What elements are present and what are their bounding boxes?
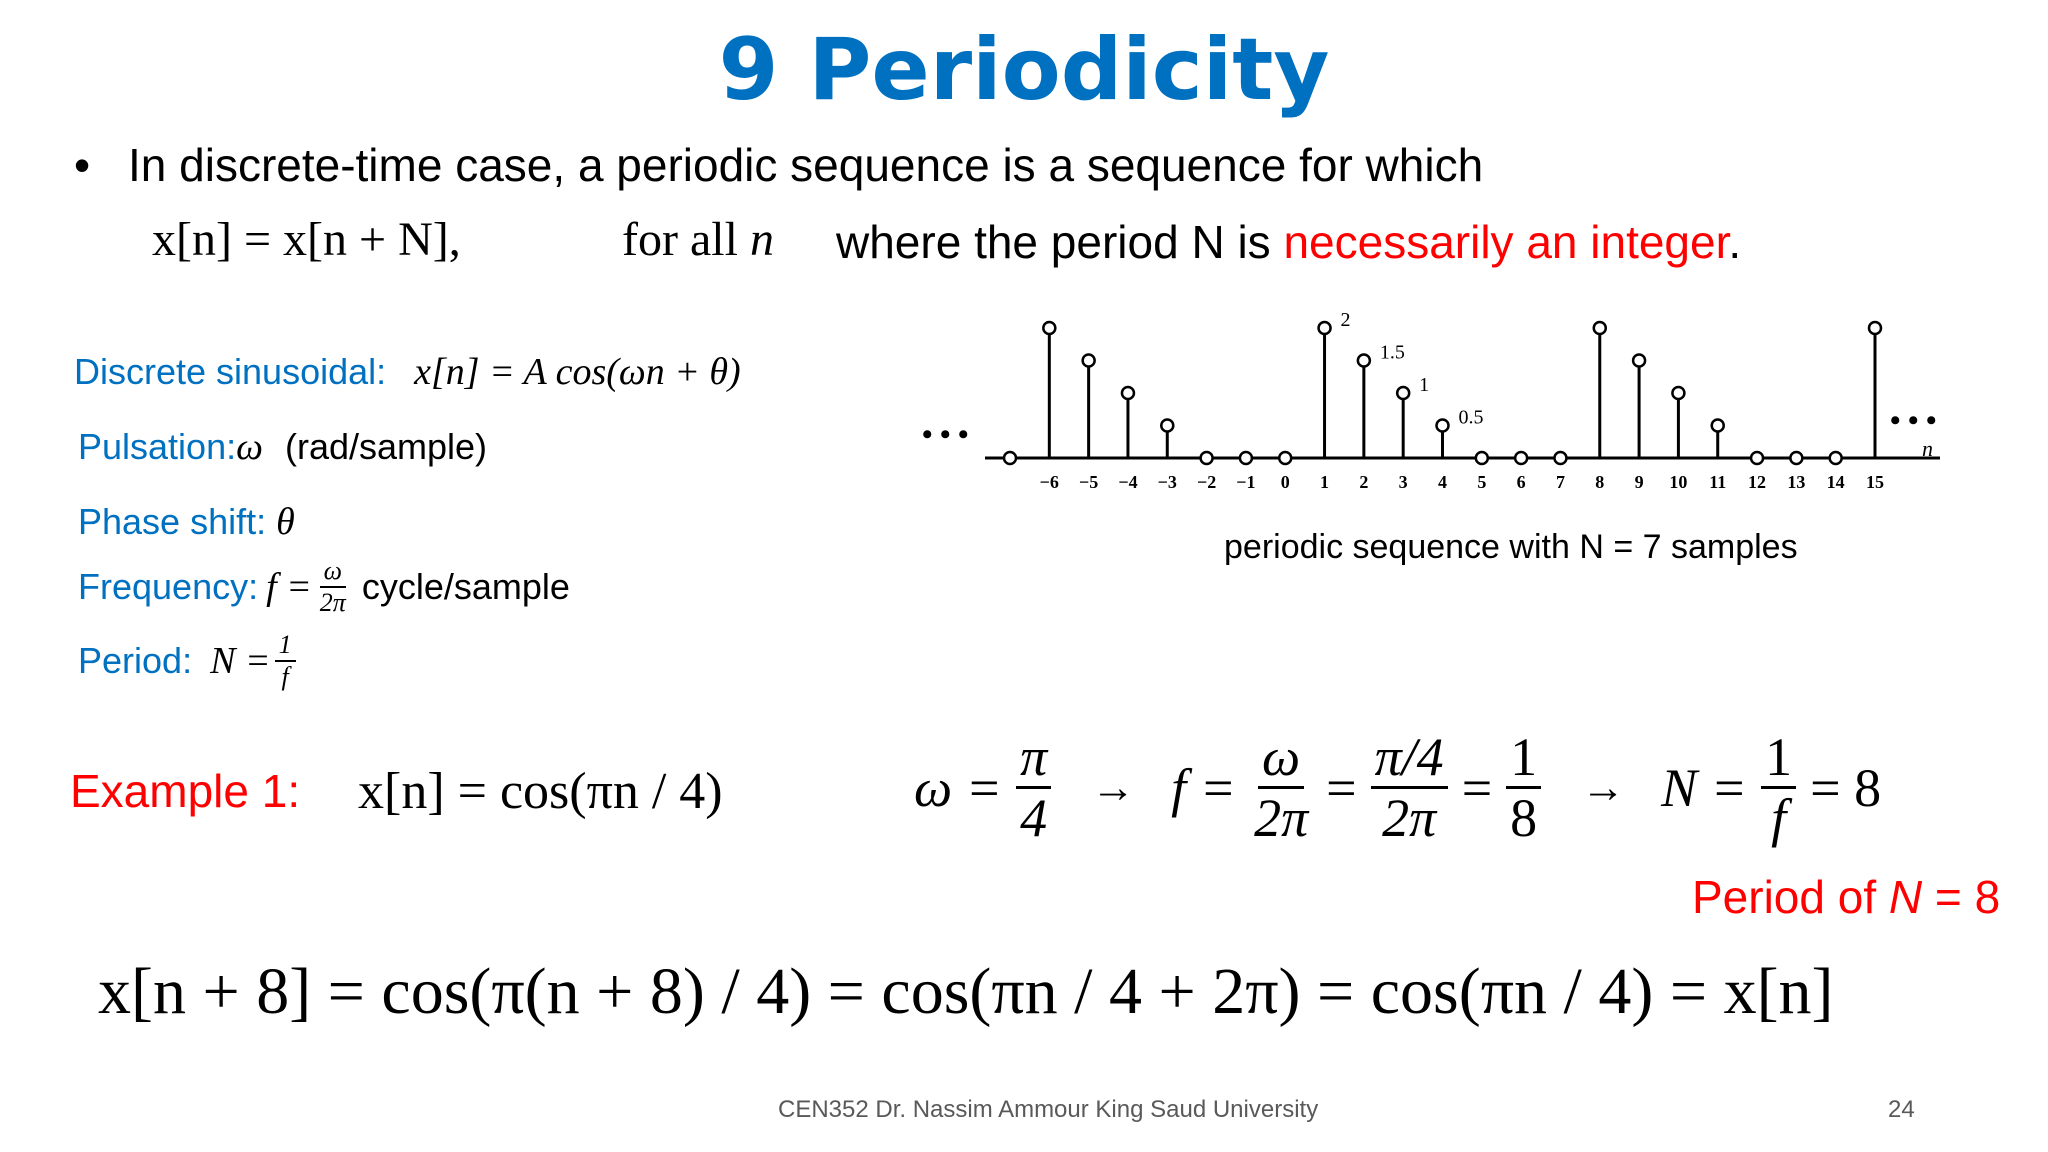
for-all-text: for all — [622, 213, 738, 266]
chart-point — [1751, 452, 1763, 464]
chart-tick-label: −5 — [1079, 472, 1099, 492]
chart-point — [1240, 452, 1252, 464]
period-note — [1692, 870, 2000, 924]
chart-tick-label: −3 — [1157, 472, 1177, 492]
chart-point — [1397, 387, 1409, 399]
chart-point — [1437, 420, 1449, 432]
period-row — [78, 632, 300, 690]
chart-tick-label: 5 — [1477, 472, 1487, 492]
chart-point — [1201, 452, 1213, 464]
period-integer-statement — [836, 215, 1741, 269]
frac-pi4: π/4 — [1371, 730, 1448, 789]
chart-point — [1083, 355, 1095, 367]
chart-point — [1319, 322, 1331, 334]
phase-shift-row — [78, 500, 295, 544]
example-formula: x[n] = cos(πn / 4) — [358, 763, 723, 820]
chart-value-label: 1 — [1419, 374, 1430, 396]
periodic-sequence-chart — [900, 300, 1980, 500]
frac-2pi-b: 2π — [1382, 788, 1437, 848]
sinusoidal-label: Discrete sinusoidal: — [74, 351, 387, 392]
arrow-icon-2: → — [1581, 763, 1626, 812]
sinusoidal-formula: x[n] = A cos(ωn + θ) — [414, 351, 741, 393]
equals-sign: = — [1326, 757, 1357, 818]
chart-point — [1358, 355, 1370, 367]
frac-one: 1 — [1506, 730, 1541, 789]
frequency-numerator: ω — [320, 558, 346, 588]
omega-over-2pi-fraction — [1250, 727, 1312, 848]
chart-ellipsis-right: • • • — [1890, 404, 1937, 437]
pulsation-symbol: ω — [236, 426, 263, 468]
chart-point — [1043, 322, 1055, 334]
chart-value-label: 2 — [1340, 309, 1351, 331]
period-fraction — [275, 632, 296, 690]
footer-text: CEN352 Dr. Nassim Ammour King Saud University — [778, 1096, 1319, 1123]
chart-tick-label: 0 — [1280, 472, 1290, 492]
chart-ellipsis-left: • • • — [922, 418, 969, 451]
chart-tick-label: 1 — [1320, 472, 1330, 492]
chart-tick-label: 13 — [1787, 472, 1806, 492]
bullet-dot-icon: • — [74, 139, 91, 191]
chart-tick-label: 6 — [1516, 472, 1526, 492]
frequency-row — [78, 558, 570, 616]
chart-point — [1279, 452, 1291, 464]
chart-point — [1554, 452, 1566, 464]
equals-eight: = 8 — [1810, 757, 1882, 818]
frequency-label: Frequency: — [78, 566, 259, 607]
arrow-icon: → — [1091, 763, 1136, 812]
period-note-pre: Period of — [1692, 871, 1889, 923]
omega-lhs: ω = — [914, 757, 1003, 818]
frac-one-b: 1 — [1761, 730, 1796, 789]
chart-tick-label: −2 — [1196, 472, 1217, 492]
frequency-denominator: 2π — [319, 588, 346, 617]
chart-point — [1712, 420, 1724, 432]
frac-f: f — [1771, 788, 1787, 848]
integer-highlight: necessarily an integer — [1283, 216, 1729, 268]
chart-value-label: 0.5 — [1458, 406, 1484, 429]
page-number: 24 — [1888, 1096, 1915, 1123]
chart-xlabel: n — [1922, 436, 1933, 461]
discrete-sinusoidal-row — [74, 350, 741, 394]
chart-point — [1672, 387, 1684, 399]
periodic-definition-formula: x[n] = x[n + N], — [152, 213, 461, 266]
chart-tick-label: 3 — [1398, 472, 1408, 492]
chart-point — [1790, 452, 1802, 464]
chart-tick-label: 2 — [1359, 472, 1369, 492]
chart-point — [1594, 322, 1606, 334]
chart-point — [1476, 452, 1488, 464]
chart-tick-label: 9 — [1634, 472, 1644, 492]
periodicity-proof: x[n + 8] = cos(π(n + 8) / 4) = cos(πn / 4 + 2π) = cos(πn / 4) = x[n] — [98, 955, 1834, 1028]
chart-point — [1633, 355, 1645, 367]
period-note-post: = 8 — [1922, 871, 2001, 923]
period-denominator: f — [281, 662, 289, 691]
period-lhs: N = — [210, 640, 271, 682]
phase-label: Phase shift: — [78, 501, 267, 542]
phase-symbol: θ — [276, 501, 295, 543]
frac-2pi: 2π — [1254, 788, 1309, 848]
chart-tick-label: 7 — [1555, 472, 1565, 492]
pi-over-four-fraction — [1016, 727, 1051, 848]
frac-pi: π — [1016, 730, 1051, 789]
bullet-text: In discrete-time case, a periodic sequence is a sequence for which — [128, 139, 1484, 191]
frequency-fraction — [316, 558, 350, 616]
bullet-intro — [74, 138, 1483, 192]
chart-caption: periodic sequence with N = 7 samples — [1224, 528, 1798, 566]
frequency-lhs: f = — [266, 566, 312, 608]
chart-tick-label: 12 — [1748, 472, 1767, 492]
chart-point — [1161, 420, 1173, 432]
chart-tick-label: 15 — [1866, 472, 1884, 492]
period-label: Period: — [78, 640, 193, 681]
chart-tick-label: 11 — [1709, 472, 1727, 492]
period-numerator: 1 — [275, 632, 296, 662]
f-lhs: f = — [1171, 757, 1237, 818]
frac-eight: 8 — [1510, 788, 1538, 848]
period-note-N: N — [1888, 871, 1923, 923]
chart-tick-label: −1 — [1236, 472, 1256, 492]
frac-four: 4 — [1020, 788, 1048, 848]
equals-sign-2: = — [1461, 757, 1493, 818]
chart-point — [1830, 452, 1842, 464]
chart-point — [1122, 387, 1134, 399]
frequency-unit: cycle/sample — [361, 566, 570, 607]
chart-point — [1515, 452, 1527, 464]
slide-title: 9 Periodicity — [718, 20, 1330, 120]
example-derivation — [914, 727, 1882, 848]
pi4-over-2pi-fraction — [1371, 727, 1448, 848]
where-text: where the period N is — [836, 216, 1284, 268]
chart-tick-label: −6 — [1039, 472, 1059, 492]
chart-tick-label: −4 — [1118, 472, 1138, 492]
one-over-eight-fraction — [1506, 727, 1541, 848]
pulsation-label: Pulsation: — [78, 426, 237, 467]
chart-value-label: 1.5 — [1379, 341, 1405, 364]
for-all-n — [622, 212, 774, 267]
example-label: Example 1: — [70, 765, 301, 817]
chart-point — [1869, 322, 1881, 334]
statement-end: . — [1728, 216, 1742, 268]
frac-omega: ω — [1258, 730, 1304, 789]
chart-tick-label: 4 — [1438, 472, 1447, 492]
chart-tick-label: 10 — [1669, 472, 1688, 492]
pulsation-row — [78, 425, 487, 469]
for-all-n-var: n — [749, 213, 774, 266]
chart-point — [1004, 452, 1016, 464]
pulsation-unit: (rad/sample) — [284, 426, 488, 467]
N-lhs: N = — [1661, 757, 1748, 818]
chart-tick-label: 8 — [1595, 472, 1605, 492]
chart-tick-label: 14 — [1826, 472, 1845, 492]
one-over-f-fraction — [1761, 727, 1796, 848]
